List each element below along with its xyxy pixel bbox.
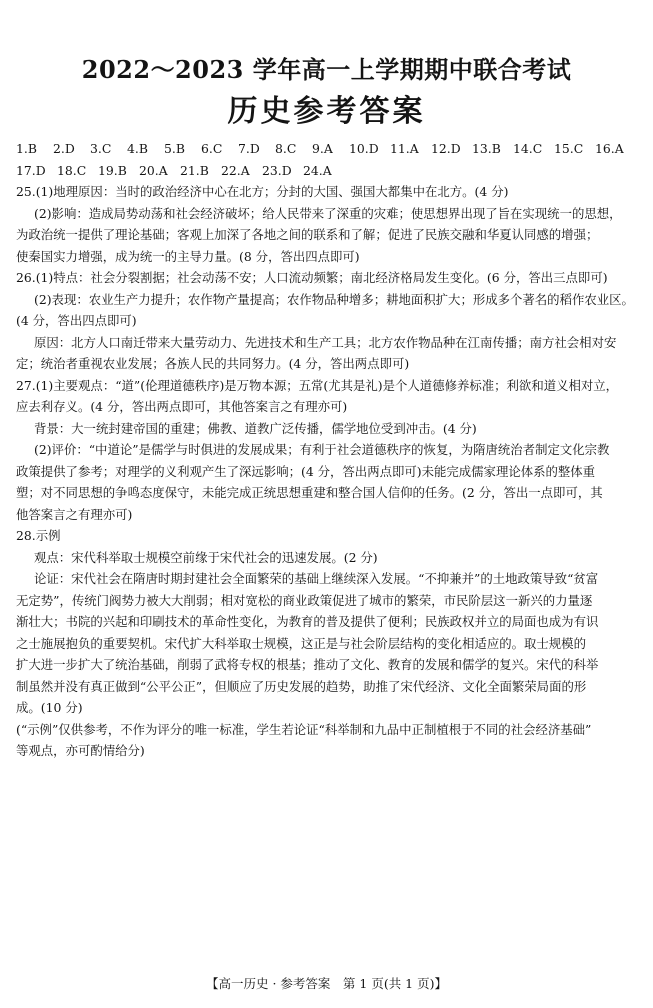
- document-subtitle: 历史参考答案: [227, 94, 426, 129]
- q27-part2-line3: 塑；对不同思想的争鸣态度保守，未能完成正统思想重建和整合国人信仰的任务。(2 分，答出一点即可，其: [16, 485, 603, 500]
- q27-part2-line1: (2)评价：“中道论”是儒学与时俱进的发展成果；有利于社会道德秩序的恢复，为隋唐统治者制定文化宗教: [34, 442, 610, 457]
- answer-body: [16, 138, 644, 762]
- mc-answer: 19.B: [98, 162, 127, 178]
- mc-answer: 16.A: [595, 141, 624, 156]
- mc-answer: 11.A: [390, 141, 419, 156]
- q25-part2-line3: 使秦国实力增强，成为统一的主导力量。(8 分，答出四点即可): [16, 248, 360, 264]
- q28-note-line2: 等观点，亦可酌情给分): [16, 743, 145, 758]
- mc-answer: 4.B: [127, 141, 148, 156]
- mc-answer: 8.C: [275, 141, 297, 156]
- exam-title: 2022～2023 学年高一上学期期中联合考试: [81, 55, 572, 84]
- q26-part2-line1: (2)表现：农业生产力提升；农作物产量提高；农作物品种增多；耕地面积扩大；形成多个著名的稻作农业区。: [34, 291, 634, 307]
- mc-answer: 6.C: [201, 141, 223, 156]
- q28-argument-line2: 无定势”，传统门阀势力被大大削弱；相对宽松的商业政策促进了城市的繁荣，市民阶层这一新兴的力量逐: [16, 592, 593, 608]
- mc-answer: 1.B: [16, 141, 37, 156]
- mc-answer: 5.B: [164, 141, 185, 156]
- mc-answer: 24.A: [303, 162, 332, 178]
- mc-answer: 17.D: [16, 162, 46, 178]
- q28-viewpoint: 观点：宋代科举取士规模空前缘于宋代社会的迅速发展。(2 分): [34, 549, 378, 565]
- mc-answers-row-1: [16, 138, 644, 160]
- q26-part1: 26.(1)特点：社会分裂割据；社会动荡不安；人口流动频繁；南北经济格局发生变化。(6 分，答出三点即可): [16, 270, 608, 285]
- q26-reason-line2: 定；统治者重视农业发展；各族人民的共同努力。(4 分，答出两点即可): [16, 356, 410, 371]
- q26-part2-line2: (4 分，答出四点即可): [16, 313, 137, 328]
- page-footer: 【高一历史 · 参考答案 第 1 页(共 1 页)】: [206, 976, 447, 991]
- q27-part1-line1: 27.(1)主要观点：“道”(伦理道德秩序)是万物本源；五常(尤其是礼)是个人道德修养标准；利欲和道义相对立，: [16, 377, 619, 393]
- mc-answer: 2.D: [53, 141, 75, 156]
- mc-answers-row-2: [16, 160, 644, 182]
- q25-part2-line1: (2)影响：造成局势动荡和社会经济破坏；给人民带来了深重的灾难；使思想界出现了旨在实现统一的思想，: [34, 205, 622, 221]
- mc-answer: 7.D: [238, 141, 260, 156]
- q28-argument-line4: 之士施展抱负的重要契机。宋代扩大科举取士规模，这正是与社会阶层结构的变化相适应的。取士规模的: [16, 635, 586, 651]
- mc-answer: 21.B: [180, 162, 209, 178]
- q25-part2-line2: 为政治统一提供了理论基础；客观上加深了各地之间的联系和了解；促进了民族交融和华夏认同感的增强；: [16, 227, 599, 242]
- mc-answer: 22.A: [221, 162, 250, 178]
- q26-reason-line1: 原因：北方人口南迁带来大量劳动力、先进技术和生产工具；北方农作物品种在江南传播；南方社会相对安: [34, 334, 617, 350]
- mc-answer: 3.C: [90, 141, 112, 156]
- mc-answer: 15.C: [554, 141, 584, 156]
- q28-argument-line5: 扩大进一步扩大了统治基础，削弱了武将专权的根基；推动了文化、教育的发展和儒学的复兴。宋代的科举: [16, 657, 599, 672]
- q27-part1-line2: 应去利存义。(4 分，答出两点即可，其他答案言之有理亦可): [16, 399, 348, 414]
- q25-part1: 25.(1)地理原因：当时的政治经济中心在北方；分封的大国、强国大都集中在北方。(4 分): [16, 184, 509, 199]
- q28-argument-line1: 论证：宋代社会在隋唐时期封建社会全面繁荣的基础上继续深入发展。“不抑兼并”的土地政策导致“贫富: [34, 571, 599, 586]
- q28-heading: 28.示例: [16, 528, 61, 543]
- mc-answer: 20.A: [139, 162, 168, 178]
- q27-part2-line2: 政策提供了参考；对理学的义利观产生了深远影响；(4 分，答出两点即可)未能完成儒家理论体系的整体重: [16, 463, 596, 479]
- q28-note-line1: (“示例”仅供参考，不作为评分的唯一标准，学生若论证“科举制和九品中正制植根于不同的社会经济基础”: [16, 721, 592, 737]
- mc-answer: 12.D: [431, 141, 461, 156]
- q28-argument-line7: 成。(10 分): [16, 700, 83, 715]
- mc-answer: 10.D: [349, 141, 379, 156]
- q27-background: 背景：大一统封建帝国的重建；佛教、道教广泛传播，儒学地位受到冲击。(4 分): [34, 420, 477, 436]
- mc-answer: 18.C: [57, 162, 87, 178]
- mc-answer: 13.B: [472, 141, 501, 156]
- mc-answer: 14.C: [513, 141, 543, 156]
- mc-answer: 9.A: [312, 141, 333, 156]
- q27-part2-line4: 他答案言之有理亦可): [16, 506, 133, 522]
- q28-argument-line6: 制虽然并没有真正做到“公平公正”，但顺应了历史发展的趋势，助推了宋代经济、文化全面繁荣局面的形: [16, 678, 587, 694]
- mc-answer: 23.D: [262, 162, 292, 178]
- q28-argument-line3: 渐壮大；书院的兴起和印刷技术的革命性变化，为教育的普及提供了便利；民族政权并立的局面也成为有识: [16, 614, 599, 629]
